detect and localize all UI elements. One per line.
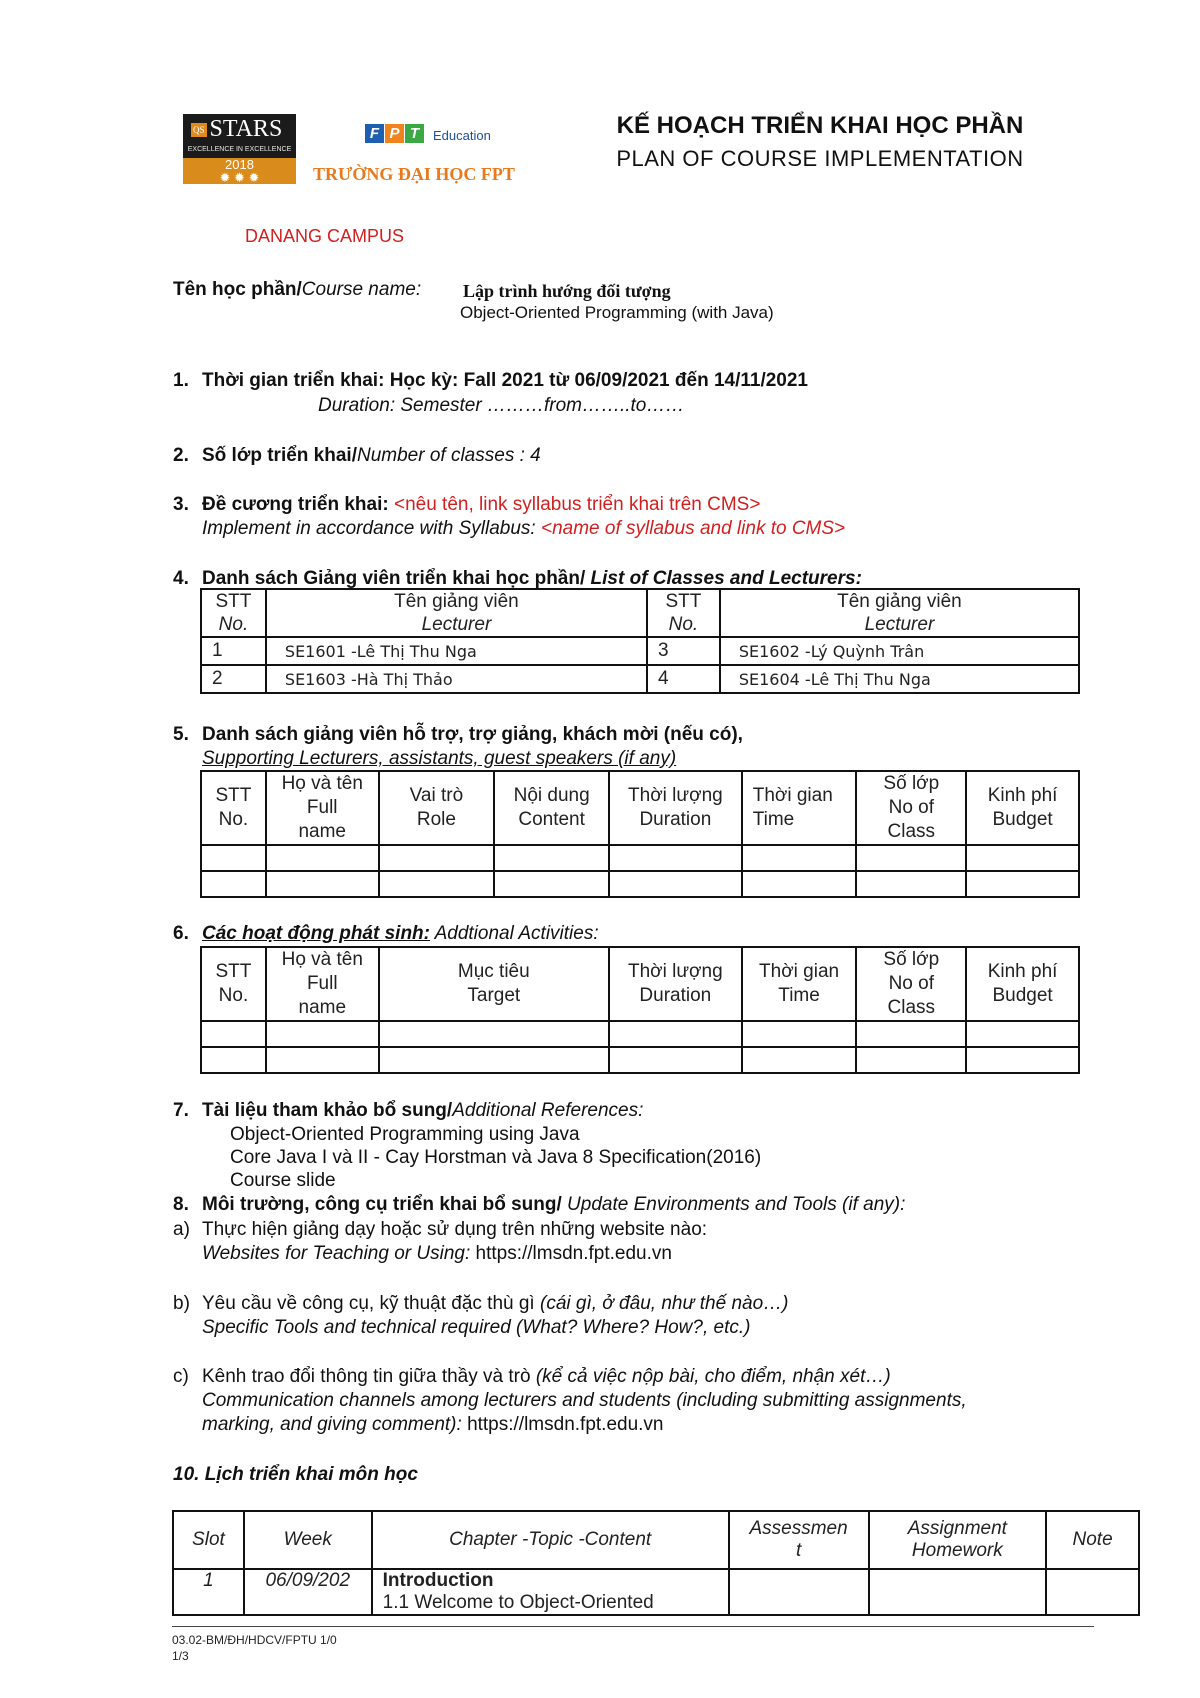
header-time: Thời gian Time [742, 771, 857, 845]
fpt-logo: F P T [365, 122, 425, 144]
header-target: Mục tiêu Target [379, 947, 609, 1021]
section-7-num: 7. [173, 1100, 189, 1121]
header-assessment: Assessmen t [729, 1511, 869, 1569]
course-name-vi: Lập trình hướng đối tượng [463, 281, 671, 301]
course-schedule-table [172, 1510, 1140, 1616]
supporting-lecturers-table [200, 770, 1080, 898]
section-2-num: 2. [173, 445, 189, 466]
section-3-num: 3. [173, 494, 189, 515]
header-budget: Kinh phí Budget [966, 947, 1079, 1021]
item-a-website: Websites for Teaching or Using: https://lmsdn.fpt.edu.vn [202, 1243, 672, 1264]
item-b-text: Yêu cầu về công cụ, kỹ thuật đặc thù gì (cái gì, ở đâu, như thế nào…) [202, 1293, 789, 1314]
section-1-duration: Thời gian triển khai: Học kỳ: Fall 2021 từ 06/09/2021 đến 14/11/2021 [202, 370, 808, 391]
section-6-num: 6. [173, 923, 189, 944]
header-budget: Kinh phí Budget [966, 771, 1079, 845]
section-1-num: 1. [173, 370, 189, 391]
header-assignment: Assignment Homework [869, 1511, 1047, 1569]
header-duration: Thời lượng Duration [609, 771, 742, 845]
course-name-label: Tên học phần/Course name: [173, 279, 422, 300]
qs-stars-logo: QS STARS EXCELLENCE IN EXCELLENCE 2018 ✹ ✹ ✹ [183, 114, 296, 184]
table-row: 1 06/09/202 Introduction 1.1 Welcome to Object-Oriented [173, 1569, 1139, 1615]
section-10-heading: 10. Lịch triển khai môn học [173, 1464, 418, 1485]
header-class: Số lớp No of Class [856, 947, 966, 1021]
section-5-heading: Danh sách giảng viên hỗ trợ, trợ giảng, khách mời (nếu có), [202, 724, 743, 745]
header-role: Vai trò Role [379, 771, 495, 845]
footer-divider [172, 1626, 1094, 1627]
item-a-label: a) [173, 1219, 190, 1240]
table-header-row [201, 589, 1079, 637]
section-7-heading: Tài liệu tham khảo bổ sung/Additional References: [202, 1100, 644, 1121]
fpt-education-text: Education [433, 128, 491, 143]
header-time: Thời gian Time [742, 947, 857, 1021]
table-row: 1 SE1601 -Lê Thị Thu Nga 3 SE1602 -Lý Quỳnh Trân [201, 637, 1079, 665]
section-5-num: 5. [173, 724, 189, 745]
item-c-text: Kênh trao đổi thông tin giữa thầy và trò (kể cả việc nộp bài, cho điểm, nhận xét…) [202, 1366, 891, 1387]
table-row [201, 871, 1079, 897]
item-b-text-en: Specific Tools and technical required (What? Where? How?, etc.) [202, 1317, 751, 1338]
header-stt: STT No. [647, 589, 720, 637]
section-1-duration-en: Duration: Semester ………from……..to…… [318, 395, 685, 416]
header-fullname: Họ và tên Full name [266, 771, 379, 845]
item-c-website: marking, and giving comment): https://lmsdn.fpt.edu.vn [202, 1414, 664, 1435]
section-2-classes: Số lớp triển khai/Number of classes : 4 [202, 445, 541, 466]
header-chapter: Chapter -Topic -Content [372, 1511, 729, 1569]
item-c-label: c) [173, 1366, 189, 1387]
section-8-num: 8. [173, 1194, 189, 1215]
section-4-heading: Danh sách Giảng viên triển khai học phần/ List of Classes and Lecturers: [202, 568, 862, 589]
document-title: KẾ HOẠCH TRIỂN KHAI HỌC PHẦN [616, 112, 1024, 139]
header-stt: STT No. [201, 771, 266, 845]
reference-item: Course slide [230, 1170, 336, 1191]
section-4-num: 4. [173, 568, 189, 589]
item-c-text-en: Communication channels among lecturers and students (including submitting assignments, [202, 1390, 967, 1411]
item-b-label: b) [173, 1293, 190, 1314]
section-8-heading: Môi trường, công cụ triển khai bổ sung/ Update Environments and Tools (if any): [202, 1194, 906, 1215]
header-stt: STT No. [201, 589, 266, 637]
table-row [201, 1021, 1079, 1047]
header-fullname: Họ và tên Full name [266, 947, 379, 1021]
campus-label: DANANG CAMPUS [245, 226, 405, 246]
reference-item: Core Java I và II - Cay Horstman và Java 8 Specification(2016) [230, 1147, 762, 1168]
header-content: Nội dung Content [494, 771, 609, 845]
header-slot: Slot [173, 1511, 244, 1569]
header-stt: STT No. [201, 947, 266, 1021]
header-week: Week [244, 1511, 372, 1569]
reference-item: Object-Oriented Programming using Java [230, 1124, 580, 1145]
document-subtitle: PLAN OF COURSE IMPLEMENTATION [616, 146, 1024, 171]
section-3-syllabus-en: Implement in accordance with Syllabus: <name of syllabus and link to CMS> [202, 518, 846, 539]
section-6-heading: Các hoạt động phát sinh: Addtional Activities: [202, 923, 599, 944]
course-name-en: Object-Oriented Programming (with Java) [460, 303, 774, 322]
table-row: 2 SE1603 -Hà Thị Thảo 4 SE1604 -Lê Thị Thu Nga [201, 665, 1079, 693]
header-duration: Thời lượng Duration [609, 947, 742, 1021]
header-class: Số lớp No of Class [856, 771, 966, 845]
section-3-syllabus: Đề cương triển khai: <nêu tên, link syllabus triển khai trên CMS> [202, 494, 761, 515]
header-lecturer: Tên giảng viên Lecturer [720, 589, 1079, 637]
fpt-university-name: TRƯỜNG ĐẠI HỌC FPT [313, 164, 515, 184]
table-header-row [173, 1511, 1139, 1569]
additional-activities-table [200, 946, 1080, 1074]
page-footer: 03.02-BM/ĐH/HDCV/FPTU 1/0 1/3 [172, 1633, 337, 1663]
header-note: Note [1046, 1511, 1139, 1569]
table-row [201, 845, 1079, 871]
table-header-row [201, 947, 1079, 1021]
lecturers-table [200, 588, 1080, 694]
header-lecturer: Tên giảng viên Lecturer [266, 589, 647, 637]
table-header-row [201, 771, 1079, 845]
section-5-heading-en: Supporting Lecturers, assistants, guest speakers (if any) [202, 748, 677, 769]
item-a-text: Thực hiện giảng dạy hoặc sử dụng trên những website nào: [202, 1219, 708, 1240]
table-row [201, 1047, 1079, 1073]
